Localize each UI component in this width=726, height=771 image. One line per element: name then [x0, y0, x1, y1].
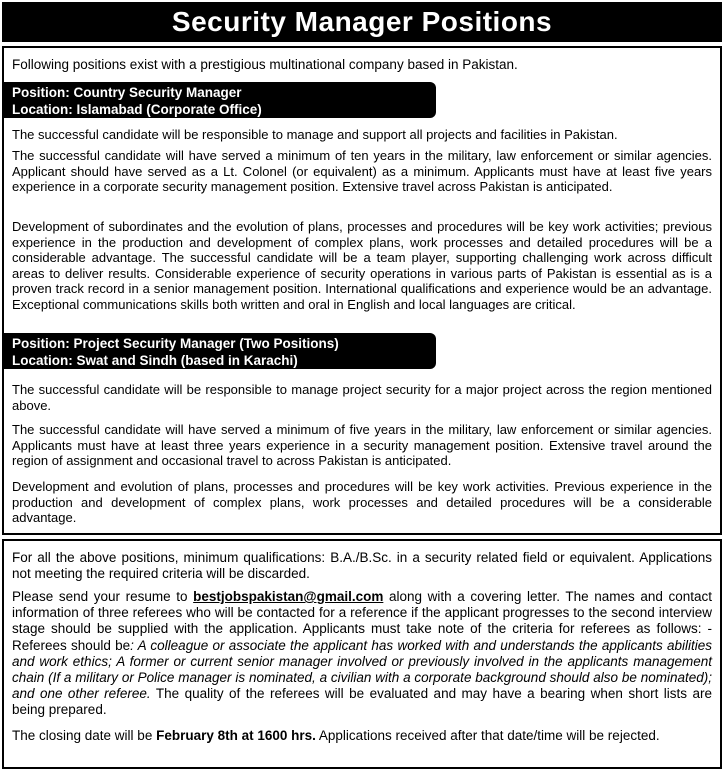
application-section — [2, 539, 722, 769]
paragraph: The successful candidate will have served a minimum of five years in the military, law enforcement or similar agencies. Applicants must have at least three years experience in a security management position. Extensive travel around the region of assignment and occasional travel to across Pakistan is anticipated. — [12, 422, 712, 469]
instructions-suffix: The quality of the referees will be evaluated and may have a bearing when short lists are being prepared. — [12, 686, 712, 718]
closing-suffix: Applications received after that date/time will be rejected. — [315, 728, 660, 743]
referee-criteria: : A colleague or associate the applicant has worked with and understands the applicants abilities and work ethics; A former or current senior manager involved or previously involved in the applicants management chain (If a military or Police manager is nominated, a civilian with a corporate background should also be nominated); and one other referee. — [12, 637, 712, 702]
instructions-body: along with a covering letter. The names and contact information of three referees who will be contacted for a reference if the applicant progresses to the second interview stage should be supplied with the application. Applicants must take note of the criteria for referees as follows: - Referees should be — [12, 589, 713, 653]
closing-date: February 8th at 1600 hrs. — [156, 728, 316, 743]
position-location: Location: Islamabad (Corporate Office) — [12, 102, 262, 117]
positions-section — [2, 46, 722, 535]
qualifications-text: For all the above positions, minimum qualifications: B.A./B.Sc. in a security related field or equivalent. Applications not meeting the required criteria will be discarded. — [12, 550, 712, 582]
closing-prefix: The closing date will be — [12, 728, 157, 743]
instructions-prefix: Please send your resume to — [12, 589, 194, 604]
closing-date-text — [12, 728, 712, 744]
position-header-2 — [4, 333, 436, 369]
paragraph: The successful candidate will be responsible to manage project security for a major project across the region mentioned above. — [12, 382, 712, 413]
position-header-1 — [4, 82, 436, 118]
paragraph: Development of subordinates and the evolution of plans, processes and procedures will be key work activities; previous experience in the production and development of complex plans, work processes and detailed procedures will be a considerable advantage. The successful candidate will be a team player, supporting challenging work across difficult areas to deliver results. Considerable experience of security operations in various parts of Pakistan is essential as is a proven track record in a senior management position. International qualifications and experience would be an advantage. Exceptional communications skills both written and oral in English and local languages are critical. — [12, 219, 712, 312]
paragraph: The successful candidate will be responsible to manage and support all projects and facilities in Pakistan. — [12, 127, 618, 142]
position-title: Position: Country Security Manager — [12, 85, 242, 100]
application-instructions — [12, 589, 712, 719]
paragraph: Development and evolution of plans, processes and procedures will be key work activities. Previous experience in the production and development of complex plans, work processes and detailed procedures will be a considerable advantage. — [12, 479, 712, 526]
page-title: Security Manager Positions — [2, 2, 722, 42]
position-title: Position: Project Security Manager (Two Positions) — [12, 336, 339, 351]
paragraph: The successful candidate will have served a minimum of ten years in the military, law enforcement or similar agencies. Applicant should have served as a Lt. Colonel (or equivalent) as a minimum. Applicants must have at least five years experience in a corporate security management position. Extensive travel across Pakistan is anticipated. — [12, 148, 712, 195]
intro-text: Following positions exist with a prestigious multinational company based in Pakistan. — [12, 57, 518, 72]
position-location: Location: Swat and Sindh (based in Karachi) — [12, 353, 298, 368]
email-link[interactable]: bestjobspakistan@gmail.com — [193, 589, 384, 604]
